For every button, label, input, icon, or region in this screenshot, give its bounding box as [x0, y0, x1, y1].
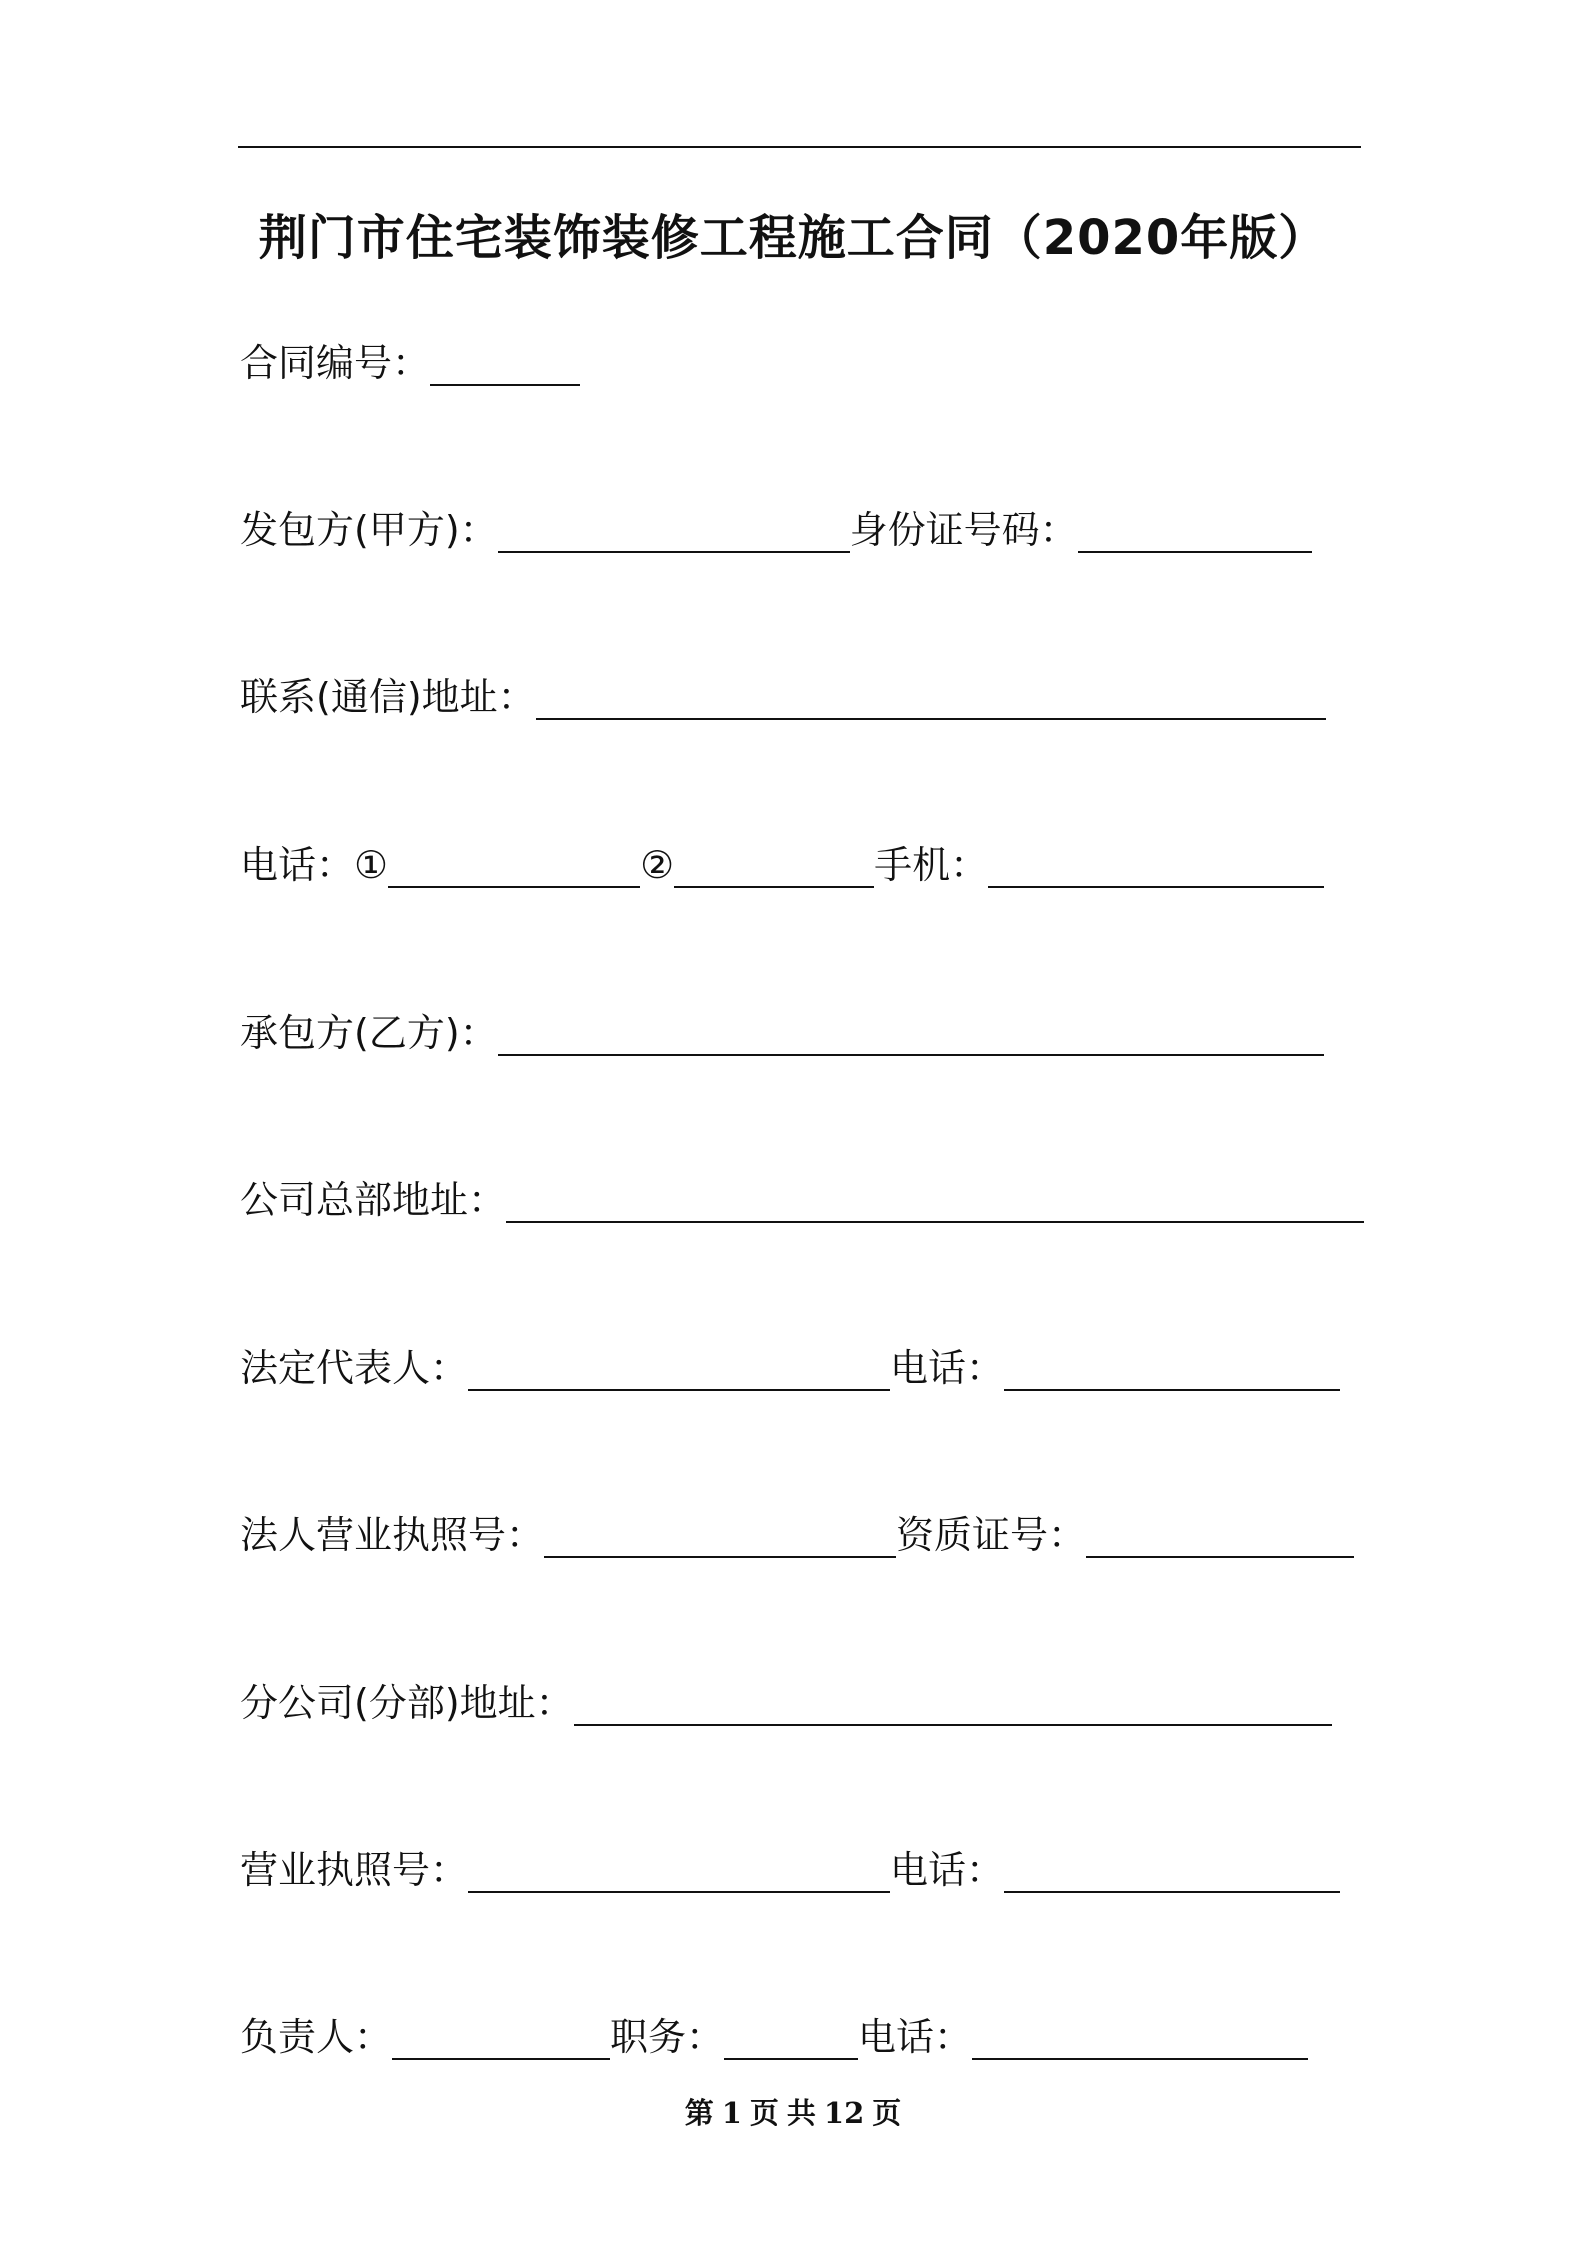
business-phone-blank[interactable]: [1004, 1851, 1340, 1893]
phone-1-marker: ①: [354, 843, 389, 887]
current-page-number: 1: [721, 2096, 742, 2130]
mobile-blank[interactable]: [988, 846, 1324, 888]
phone-label: 电话：: [240, 843, 355, 887]
contractor-blank[interactable]: [498, 1014, 1324, 1056]
phone-2-marker: ②: [640, 843, 675, 887]
page-unit: 页: [749, 2096, 779, 2130]
phone-2-blank[interactable]: [674, 846, 874, 888]
business-license-blank[interactable]: [468, 1851, 890, 1893]
phone-1-blank[interactable]: [388, 846, 640, 888]
row-contractor: [240, 1008, 1324, 1058]
contact-address-label: 联系(通信)地址：: [240, 675, 536, 719]
branch-address-label: 分公司(分部)地址：: [240, 1681, 574, 1725]
row-contact-address: [240, 672, 1326, 722]
row-employer: [240, 505, 1312, 555]
employer-label: 发包方(甲方)：: [240, 508, 498, 552]
contractor-label: 承包方(乙方)：: [240, 1011, 498, 1055]
hq-address-label: 公司总部地址：: [240, 1178, 507, 1222]
license-no-blank[interactable]: [544, 1516, 896, 1558]
total-unit: 页: [872, 2096, 902, 2130]
contract-no-blank[interactable]: [430, 344, 580, 386]
qualification-no-label: 资质证号：: [896, 1513, 1087, 1557]
row-business-license: [240, 1845, 1340, 1895]
hq-address-blank[interactable]: [506, 1181, 1364, 1223]
id-number-label: 身份证号码：: [849, 508, 1078, 552]
total-pages-number: 12: [823, 2096, 865, 2130]
position-blank[interactable]: [724, 2018, 858, 2060]
row-phone: [240, 840, 1324, 890]
contact-address-blank[interactable]: [536, 678, 1326, 720]
row-contract-no: [240, 338, 580, 388]
row-license: [240, 1510, 1354, 1560]
row-branch-address: [240, 1678, 1332, 1728]
business-license-label: 营业执照号：: [240, 1848, 469, 1892]
legal-rep-phone-blank[interactable]: [1004, 1349, 1340, 1391]
id-number-blank[interactable]: [1078, 511, 1312, 553]
legal-rep-phone-label: 电话：: [890, 1346, 1005, 1390]
person-phone-label: 电话：: [858, 2015, 973, 2059]
contract-no-label: 合同编号：: [240, 341, 431, 385]
branch-address-blank[interactable]: [574, 1684, 1332, 1726]
row-legal-rep: [240, 1343, 1340, 1393]
total-label: 共: [786, 2096, 816, 2130]
row-hq-address: [240, 1175, 1364, 1225]
document-title: 荆门市住宅装饰装修工程施工合同（2020年版）: [258, 210, 1328, 266]
license-no-label: 法人营业执照号：: [240, 1513, 545, 1557]
person-in-charge-label: 负责人：: [240, 2015, 393, 2059]
legal-rep-blank[interactable]: [468, 1349, 890, 1391]
qualification-no-blank[interactable]: [1086, 1516, 1354, 1558]
person-phone-blank[interactable]: [972, 2018, 1308, 2060]
page-footer: [0, 2093, 1586, 2133]
person-in-charge-blank[interactable]: [392, 2018, 610, 2060]
page-label: 第: [684, 2096, 714, 2130]
position-label: 职务：: [610, 2015, 725, 2059]
employer-blank[interactable]: [498, 511, 850, 553]
business-phone-label: 电话：: [890, 1848, 1005, 1892]
header-rule: [238, 146, 1361, 148]
legal-rep-label: 法定代表人：: [240, 1346, 469, 1390]
row-person-in-charge: [240, 2012, 1308, 2062]
mobile-label: 手机：: [874, 843, 989, 887]
